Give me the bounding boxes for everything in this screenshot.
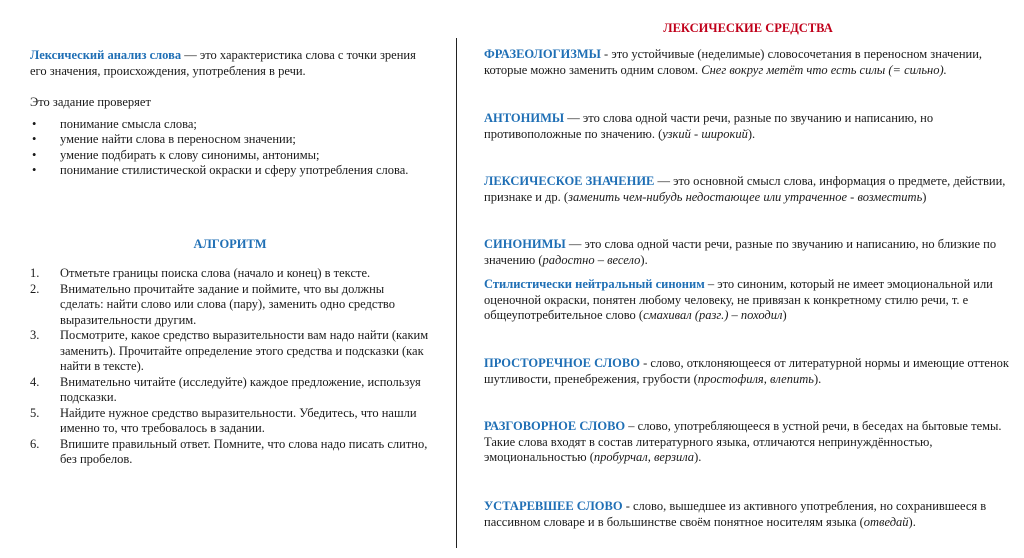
term-label: Стилистически нейтральный синоним: [484, 277, 705, 291]
term-example: пробурчал, верзила: [593, 450, 695, 464]
term-colloquial-vernacular: [484, 356, 1012, 387]
term-label: РАЗГОВОРНОЕ СЛОВО: [484, 419, 626, 433]
step-number: 6.: [30, 436, 40, 451]
term-label: СИНОНИМЫ: [484, 237, 566, 251]
term-obsolete: [484, 499, 1012, 530]
term-example: простофиля, влепить: [697, 371, 814, 386]
algorithm-steps: [30, 266, 430, 468]
list-item: [30, 282, 430, 329]
term-close: ).: [694, 450, 702, 464]
algorithm-title: АЛГОРИТМ: [193, 236, 267, 251]
term-neutral-synonym: [484, 277, 1012, 324]
term-definition: – слово, употребляющееся в устной речи, в беседах на бытовые темы. Такие слова входят в состав литературного языка, отличаются непринуждённостью, эмоциональностью (: [484, 419, 1002, 464]
checks-list: [30, 117, 430, 179]
step-text: Впишите правильный ответ. Помните, что слова надо писать слитно, без пробелов.: [60, 436, 428, 466]
term-label: УСТАРЕВШЕЕ СЛОВО: [484, 499, 623, 513]
term-definition: — это основной смысл слова, информация о предмете, действии, признаке и др. (: [484, 174, 1006, 204]
term-label: ФРАЗЕОЛОГИЗМЫ: [484, 47, 601, 61]
term-example: Снег вокруг метёт что есть силы (= сильно).: [701, 62, 947, 77]
list-item: • умение подбирать к слову синонимы, антонимы;: [30, 148, 430, 164]
term-close: ).: [813, 371, 822, 386]
term-close: ).: [908, 514, 916, 529]
list-item: • умение найти слова в переносном значении;: [30, 132, 430, 148]
term-definition: — это слова одной части речи, разные по звучанию и написанию, но близкие по значению (: [484, 237, 997, 267]
list-item: [30, 375, 430, 406]
step-number: 5.: [30, 405, 40, 420]
term-close: ): [782, 308, 787, 322]
term-definition: - слово, вышедшее из активного употребления, но сохранившееся в пассивном словаре и в большинстве своём понятное носителям языка (: [484, 499, 987, 529]
step-text: Найдите нужное средство выразительности. Убедитесь, что нашли именно то, что требовалось в задании.: [60, 405, 417, 435]
term-conversational: [484, 419, 1012, 466]
intro-paragraph: [30, 48, 430, 79]
term-label: ЛЕКСИЧЕСКОЕ ЗНАЧЕНИЕ: [484, 174, 655, 188]
column-divider: [456, 38, 457, 548]
term-synonyms: [484, 237, 1012, 268]
term-definition: – это синоним, который не имеет эмоциональной или оценочной окраски, понятен любому человеку, не привязан к конкретному стилю речи, т. е общеупотребительное слово (: [484, 277, 993, 322]
step-text: Отметьте границы поиска слова (начало и конец) в тексте.: [60, 266, 371, 280]
term-label: ПРОСТОРЕЧНОЕ СЛОВО: [484, 356, 640, 370]
list-item: [30, 266, 430, 282]
section-title: ЛЕКСИЧЕСКИЕ СРЕДСТВА: [663, 21, 833, 35]
list-item: [30, 328, 430, 375]
term-label: АНТОНИМЫ: [484, 111, 565, 125]
intro-term: Лексический анализ слова: [30, 48, 182, 62]
checks-heading: Это задание проверяет: [30, 95, 151, 109]
step-text: Внимательно прочитайте задание и поймите, что вы должны сделать: найти слово или слова (пару), заменить одно средство выразительности другим.: [60, 281, 395, 327]
list-item: • понимание стилистической окраски и сферу употребления слова.: [30, 163, 430, 179]
term-close: ).: [747, 126, 756, 141]
list-item: • понимание смысла слова;: [30, 117, 430, 133]
step-text: Посмотрите, какое средство выразительности вам надо найти (каким заменить). Прочитайте определение этого средства и подсказки (как найти в тексте).: [60, 328, 429, 373]
step-number: 2.: [30, 281, 40, 296]
term-lexical-meaning: [484, 174, 1012, 205]
term-phraseologisms: [484, 47, 1012, 78]
step-text: Внимательно читайте (исследуйте) каждое предложение, используя подсказки.: [60, 374, 421, 404]
term-antonyms: [484, 111, 1012, 142]
step-number: 1.: [30, 266, 40, 280]
term-definition: - слово, отклоняющееся от литературной нормы и имеющие оттенок шутливости, пренебрежения, грубости (: [484, 356, 1009, 386]
intro-text: — это характеристика слова с точки зрения его значения, происхождения, употребления в речи.: [30, 48, 416, 78]
term-close: ).: [640, 252, 648, 267]
term-definition: - это устойчивые (неделимые) словосочетания в переносном значении, которые можно заменить одним словом.: [484, 47, 983, 77]
term-example: узкий - широкий: [662, 126, 748, 141]
term-close: ): [922, 189, 927, 204]
list-item: [30, 406, 430, 437]
term-example: смахивал (разг.) – походил: [643, 308, 783, 322]
left-column: [30, 48, 430, 468]
term-definition: — это слова одной части речи, разные по звучанию и написанию, но противоположные по значению. (: [484, 111, 934, 141]
term-example: заменить чем-нибудь недостающее или утраченное - возместить: [568, 189, 923, 204]
term-example: отведай: [863, 514, 909, 529]
step-number: 4.: [30, 374, 40, 389]
step-number: 3.: [30, 328, 40, 342]
list-item: [30, 437, 430, 468]
term-example: радостно – весело: [542, 252, 641, 267]
